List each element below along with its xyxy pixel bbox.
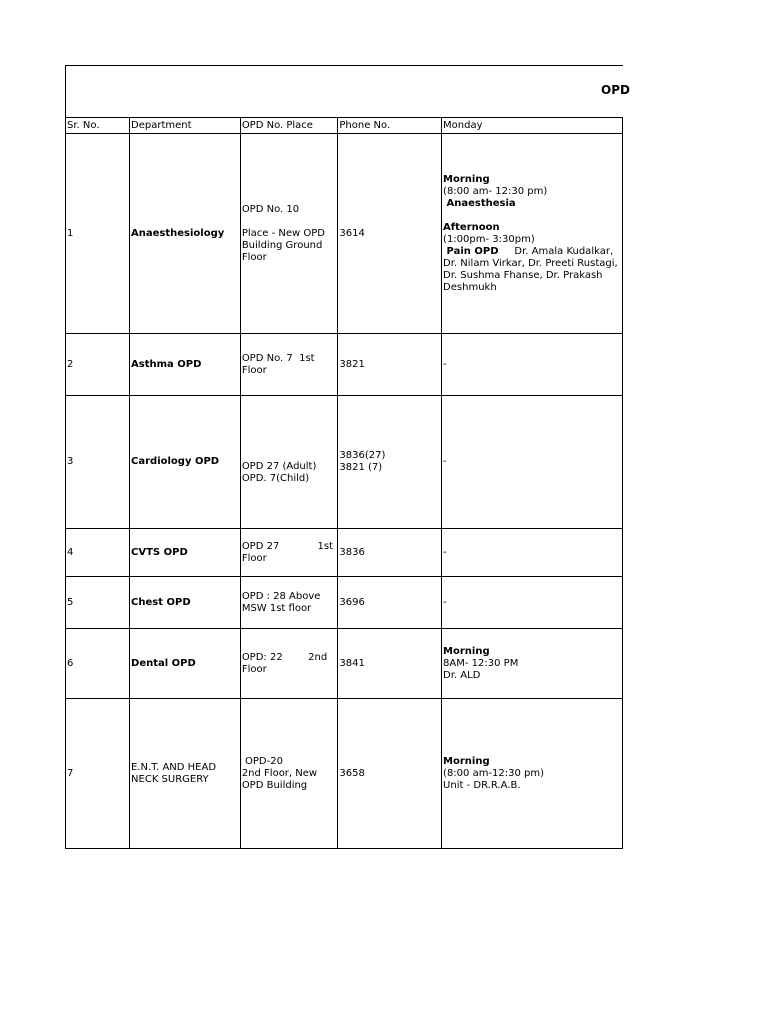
department-cell: CVTS OPD bbox=[130, 529, 241, 577]
monday-cell: - bbox=[442, 577, 623, 629]
morning-label: Morning bbox=[443, 173, 490, 185]
phone-cell: 3821 bbox=[338, 334, 442, 396]
opd-place-cell bbox=[240, 396, 338, 529]
phone-cell: 3696 bbox=[338, 577, 442, 629]
phone-cell: 3614 bbox=[338, 134, 442, 334]
pain-opd-line bbox=[443, 246, 621, 294]
department-cell: Cardiology OPD bbox=[130, 396, 241, 529]
afternoon-time: (1:00pm- 3:30pm) bbox=[443, 233, 535, 245]
sr-no-cell: 6 bbox=[66, 629, 130, 699]
header-department: Department bbox=[130, 118, 241, 134]
phone-cell: 3658 bbox=[338, 699, 442, 849]
header-phone: Phone No. bbox=[338, 118, 442, 134]
opd-number: OPD No. 10 bbox=[241, 203, 300, 215]
doctor-name: Dr. ALD bbox=[443, 669, 481, 681]
phone-cell: 3836 bbox=[338, 529, 442, 577]
sr-no-cell: 3 bbox=[66, 396, 130, 529]
table-row bbox=[66, 529, 623, 577]
sr-no-cell: 7 bbox=[66, 699, 130, 849]
unit-name: Unit - DR.R.A.B. bbox=[443, 779, 521, 791]
header-monday: Monday bbox=[442, 118, 623, 134]
header-opd-place: OPD No. Place bbox=[240, 118, 338, 134]
department-cell: Chest OPD bbox=[130, 577, 241, 629]
title-cell bbox=[66, 66, 630, 118]
opd-place-cell bbox=[240, 699, 338, 849]
header-sr-no: Sr. No. bbox=[66, 118, 130, 134]
opd-location: 2nd Floor, New OPD Building bbox=[241, 767, 318, 791]
table-row bbox=[66, 629, 623, 699]
monday-cell: - bbox=[442, 334, 623, 396]
afternoon-label: Afternoon bbox=[443, 221, 500, 233]
opd-place-cell: OPD : 28 Above MSW 1st floor bbox=[240, 577, 338, 629]
opd-location: Place - New OPD Building Ground Floor bbox=[241, 227, 325, 263]
table-row bbox=[66, 396, 623, 529]
morning-time: (8:00 am- 12:30 pm) bbox=[443, 185, 548, 197]
opd-schedule-table bbox=[65, 65, 630, 849]
table-row bbox=[66, 699, 623, 849]
department-cell: E.N.T. AND HEAD NECK SURGERY bbox=[130, 699, 241, 849]
pain-opd-label: Pain OPD bbox=[443, 245, 499, 257]
monday-cell bbox=[442, 699, 623, 849]
sr-no-cell: 2 bbox=[66, 334, 130, 396]
department-cell: Dental OPD bbox=[130, 629, 241, 699]
table-row bbox=[66, 577, 623, 629]
opd-place-cell: OPD No. 7 1st Floor bbox=[240, 334, 338, 396]
opd-place-cell: OPD: 22 2nd Floor bbox=[240, 629, 338, 699]
sheet-title: OPD bbox=[601, 83, 630, 97]
phone-cell: 3841 bbox=[338, 629, 442, 699]
morning-label: Morning bbox=[443, 755, 490, 767]
table-row bbox=[66, 134, 623, 334]
title-row bbox=[66, 66, 623, 118]
department-cell: Anaesthesiology bbox=[130, 134, 241, 334]
opd-child: OPD. 7(Child) bbox=[241, 473, 310, 484]
monday-cell: - bbox=[442, 396, 623, 529]
sr-no-cell: 5 bbox=[66, 577, 130, 629]
opd-number: OPD-20 bbox=[241, 755, 283, 767]
morning-label: Morning bbox=[443, 645, 490, 657]
monday-cell bbox=[442, 134, 623, 334]
sr-no-cell: 1 bbox=[66, 134, 130, 334]
opd-schedule-sheet bbox=[65, 65, 630, 850]
opd-adult: OPD 27 (Adult) bbox=[241, 461, 317, 472]
sr-no-cell: 4 bbox=[66, 529, 130, 577]
opd-place-cell: OPD 27 1st Floor bbox=[240, 529, 338, 577]
monday-cell: - bbox=[442, 529, 623, 577]
morning-time: 8AM- 12:30 PM bbox=[443, 657, 519, 669]
pain-opd-doctors: Dr. Amala Kudalkar, Dr. Nilam Virkar, Dr. Preeti Rustagi, Dr. Sushma Fhanse, Dr. Prakash Deshmukh bbox=[443, 245, 621, 293]
header-row bbox=[66, 118, 623, 134]
morning-unit: Anaesthesia bbox=[443, 197, 516, 209]
monday-cell bbox=[442, 629, 623, 699]
phone-cell: 3836(27) 3821 (7) bbox=[338, 396, 442, 529]
opd-place-cell bbox=[240, 134, 338, 334]
table-row bbox=[66, 334, 623, 396]
morning-time: (8:00 am-12:30 pm) bbox=[443, 767, 545, 779]
department-cell: Asthma OPD bbox=[130, 334, 241, 396]
